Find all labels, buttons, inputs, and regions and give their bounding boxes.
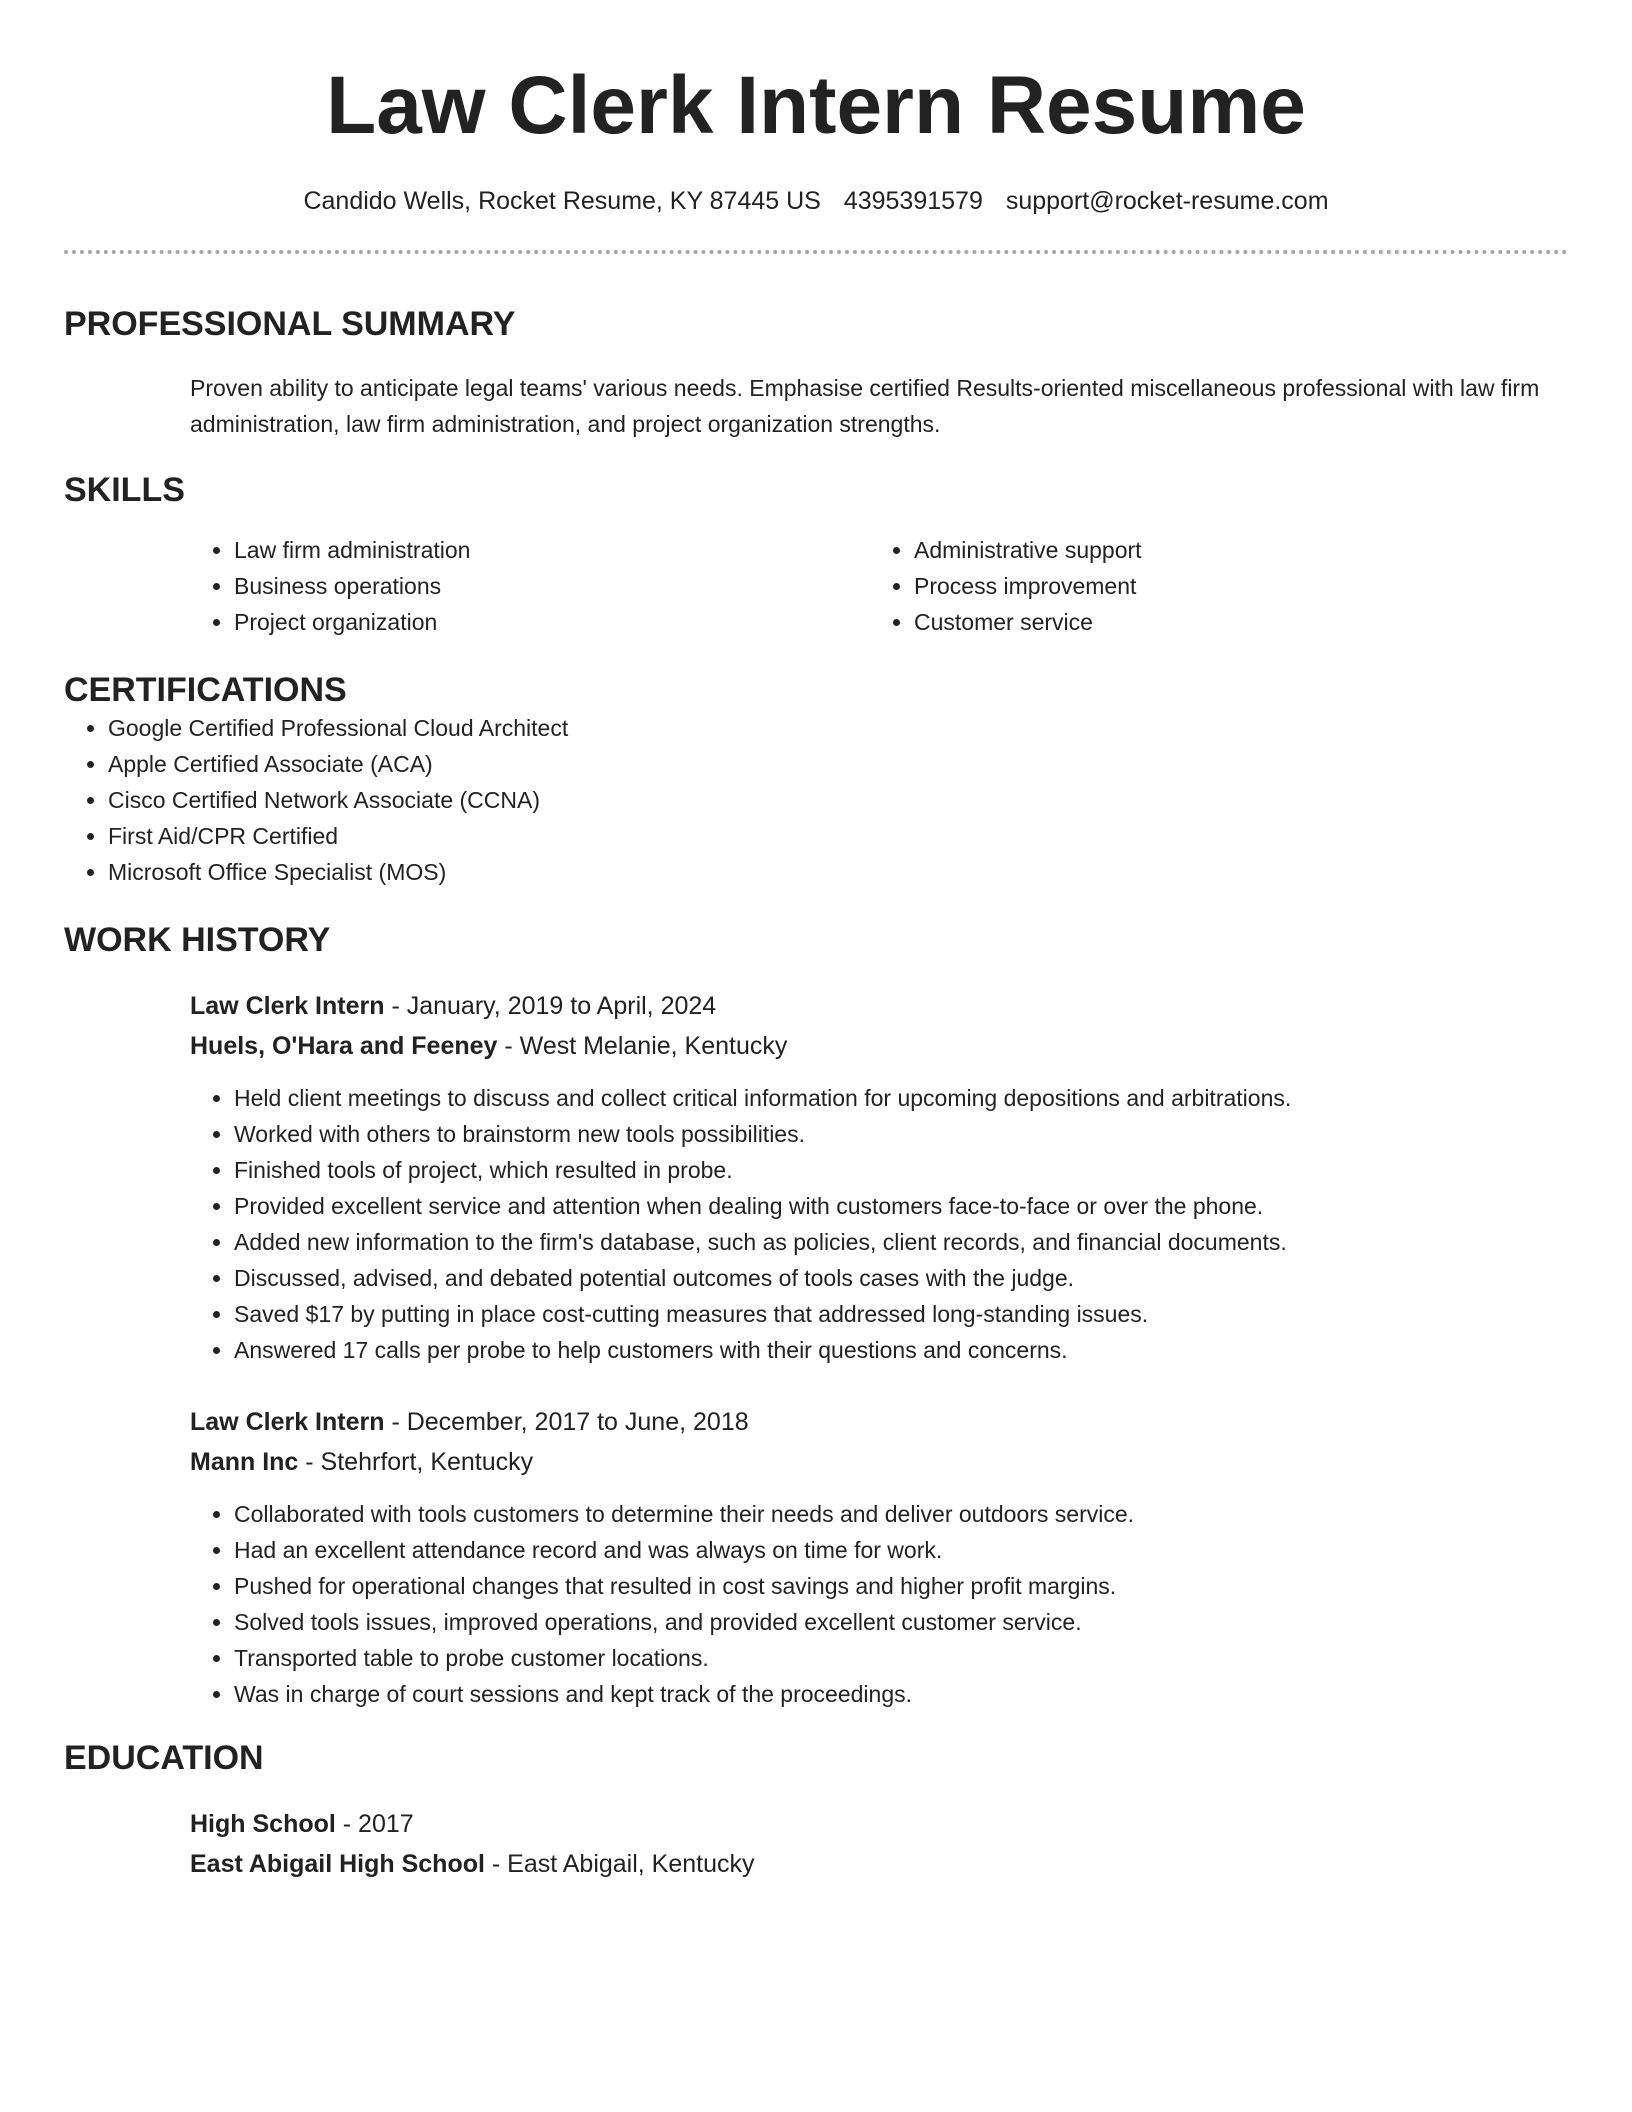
list-item: • Process improvement (914, 568, 1550, 604)
list-item: • Discussed, advised, and debated potential outcomes of tools cases with the judge. (234, 1260, 1568, 1296)
education-year: - 2017 (335, 1810, 414, 1838)
list-item: • Answered 17 calls per probe to help customers with their questions and concerns. (234, 1332, 1568, 1368)
list-item: • Microsoft Office Specialist (MOS) (108, 854, 1568, 890)
summary-text: Proven ability to anticipate legal teams' various needs. Emphasise certified Results-oriented miscellaneous professional with law firm administration, law firm administration, and project organization strengths. (190, 375, 1540, 437)
job-entry (190, 986, 1568, 1368)
job-entry (190, 1402, 1568, 1712)
job-title: Law Clerk Intern (190, 992, 385, 1020)
list-item: • Held client meetings to discuss and collect critical information for upcoming depositions and arbitrations. (234, 1080, 1568, 1116)
summary-heading: PROFESSIONAL SUMMARY (64, 305, 516, 343)
list-item: • Collaborated with tools customers to determine their needs and deliver outdoors service. (234, 1496, 1568, 1532)
job-duties-list (190, 1080, 1568, 1368)
list-item: • Pushed for operational changes that resulted in cost savings and higher profit margins. (234, 1568, 1568, 1604)
header-divider (64, 250, 1568, 254)
list-item: • Added new information to the firm's database, such as policies, client records, and financial documents. (234, 1224, 1568, 1260)
skills-left-list (190, 532, 870, 640)
education-section (64, 1738, 1568, 1884)
job-company-line (190, 1026, 1568, 1066)
list-item: • Business operations (234, 568, 870, 604)
contact-address: Candido Wells, Rocket Resume, KY 87445 US (303, 187, 821, 215)
list-item: • Was in charge of court sessions and kept track of the proceedings. (234, 1676, 1568, 1712)
list-item: • Finished tools of project, which resulted in probe. (234, 1152, 1568, 1188)
education-location: - East Abigail, Kentucky (484, 1850, 755, 1878)
job-title: Law Clerk Intern (190, 1408, 385, 1436)
job-dates: - December, 2017 to June, 2018 (384, 1408, 749, 1436)
job-dates: - January, 2019 to April, 2024 (384, 992, 717, 1020)
job-company: Mann Inc (190, 1448, 299, 1476)
list-item: • Apple Certified Associate (ACA) (108, 746, 1568, 782)
education-degree-line (190, 1804, 1568, 1844)
list-item: • Administrative support (914, 532, 1550, 568)
list-item: • First Aid/CPR Certified (108, 818, 1568, 854)
resume-page (64, 0, 1568, 1884)
education-entry (190, 1804, 1568, 1884)
list-item: • Solved tools issues, improved operations, and provided excellent customer service. (234, 1604, 1568, 1640)
job-duties-list (190, 1496, 1568, 1712)
list-item: • Project organization (234, 604, 870, 640)
job-title-line (190, 1402, 1568, 1442)
list-item: • Worked with others to brainstorm new tools possibilities. (234, 1116, 1568, 1152)
skills-columns (190, 532, 1568, 640)
list-item: • Cisco Certified Network Associate (CCNA) (108, 782, 1568, 818)
skills-section (64, 470, 1568, 640)
job-company-line (190, 1442, 1568, 1482)
contact-line (64, 186, 1568, 216)
skills-right-list (870, 532, 1550, 640)
list-item: • Transported table to probe customer locations. (234, 1640, 1568, 1676)
certifications-list (64, 710, 1568, 890)
summary-section (64, 304, 1568, 442)
education-heading: EDUCATION (64, 1739, 264, 1777)
list-item: • Provided excellent service and attention when dealing with customers face-to-face or over the phone. (234, 1188, 1568, 1224)
certifications-heading: CERTIFICATIONS (64, 671, 347, 709)
page-title: Law Clerk Intern Resume (326, 60, 1306, 151)
work-history-heading: WORK HISTORY (64, 921, 331, 959)
contact-phone: 4395391579 (843, 187, 983, 215)
skills-heading: SKILLS (64, 471, 185, 509)
work-history-section (64, 920, 1568, 1712)
list-item: • Google Certified Professional Cloud Architect (108, 710, 1568, 746)
contact-email: support@rocket-resume.com (1005, 187, 1329, 215)
list-item: • Saved $17 by putting in place cost-cutting measures that addressed long-standing issues. (234, 1296, 1568, 1332)
job-title-line (190, 986, 1568, 1026)
list-item: • Customer service (914, 604, 1550, 640)
job-location: - Stehrfort, Kentucky (298, 1448, 534, 1476)
certifications-section (64, 670, 1568, 890)
list-item: • Had an excellent attendance record and was always on time for work. (234, 1532, 1568, 1568)
education-degree: High School (190, 1810, 336, 1838)
job-company: Huels, O'Hara and Feeney (190, 1032, 498, 1060)
list-item: • Law firm administration (234, 532, 870, 568)
job-location: - West Melanie, Kentucky (497, 1032, 788, 1060)
education-school-line (190, 1844, 1568, 1884)
education-school: East Abigail High School (190, 1850, 485, 1878)
